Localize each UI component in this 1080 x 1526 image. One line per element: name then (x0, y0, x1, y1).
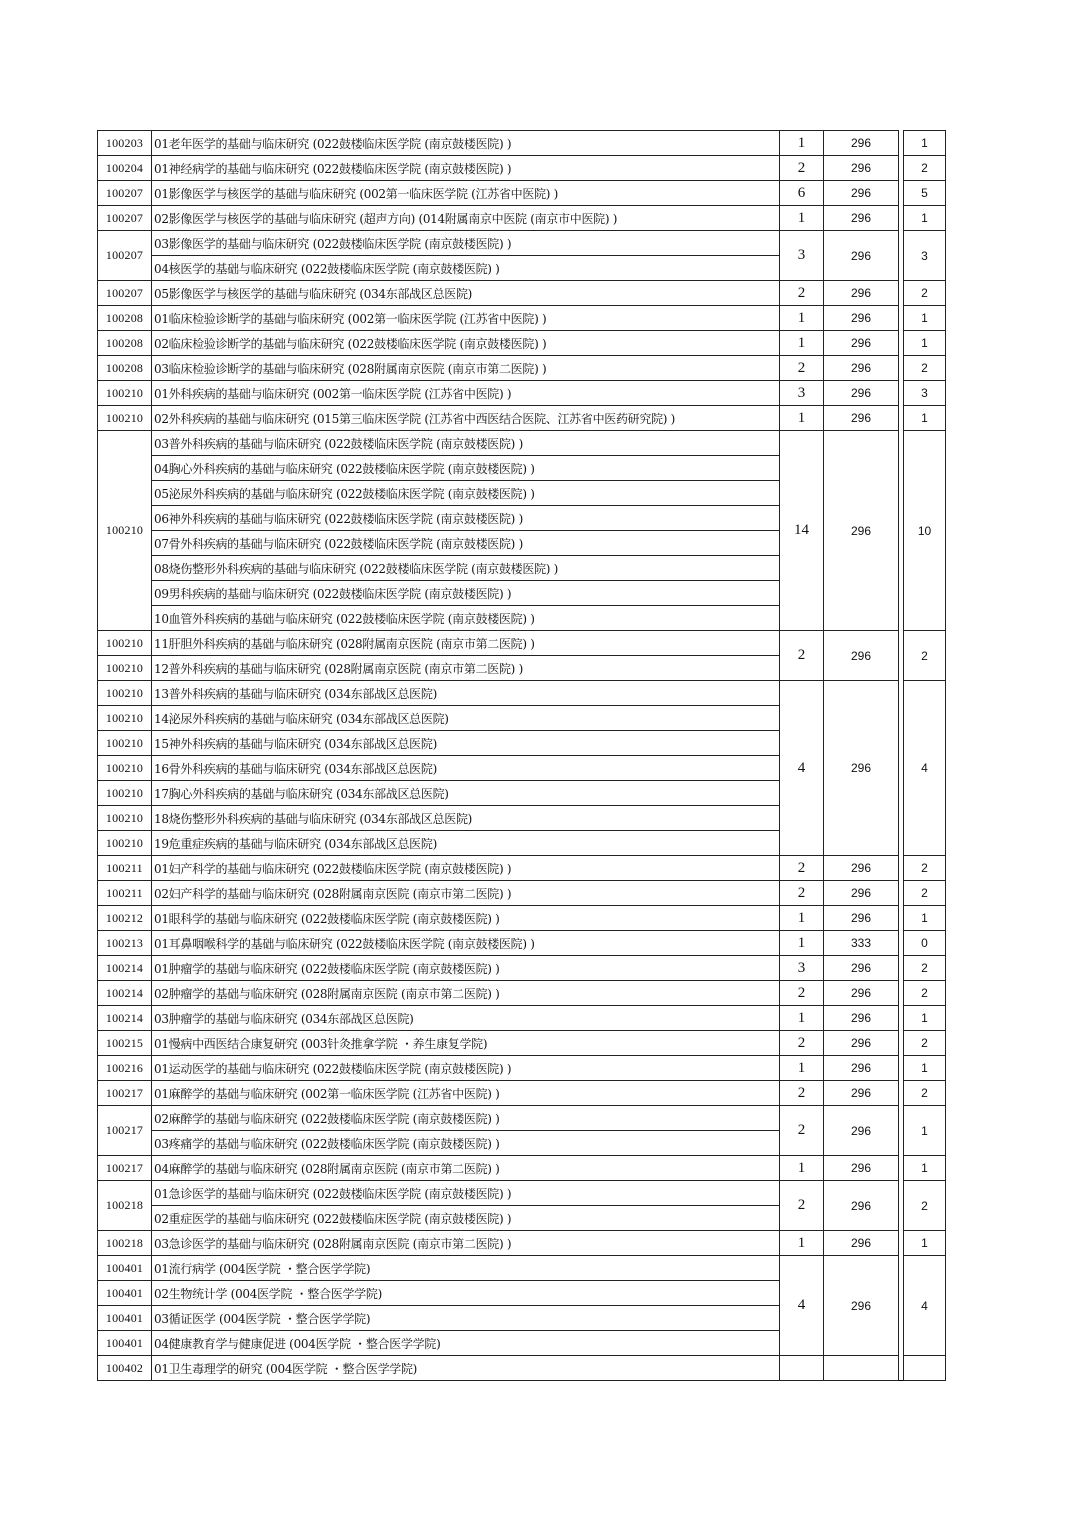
program-code-cell: 100214 (98, 981, 152, 1006)
quota-cell: 4 (780, 1256, 824, 1356)
program-code-cell: 100207 (98, 281, 152, 306)
table-row (98, 1156, 946, 1181)
admitted-count-cell: 2 (904, 1081, 946, 1106)
table-row (98, 1181, 946, 1206)
table-row (98, 1006, 946, 1031)
quota-cell (780, 1356, 824, 1381)
research-direction-cell: 15神外科疾病的基础与临床研究 (034东部战区总医院) (152, 731, 780, 756)
score-line-cell: 296 (824, 1006, 899, 1031)
score-line-cell: 296 (824, 131, 899, 156)
admitted-count-cell: 2 (904, 956, 946, 981)
admitted-count-cell: 2 (904, 156, 946, 181)
table-row (98, 206, 946, 231)
program-code-cell: 100217 (98, 1081, 152, 1106)
research-direction-cell: 02影像医学与核医学的基础与临床研究 (超声方向) (014附属南京中医院 (南京市中医院) ) (152, 206, 780, 231)
research-direction-cell: 16骨外科疾病的基础与临床研究 (034东部战区总医院) (152, 756, 780, 781)
program-code-cell: 100218 (98, 1231, 152, 1256)
research-direction-cell: 01外科疾病的基础与临床研究 (002第一临床医学院 (江苏省中医院) ) (152, 381, 780, 406)
program-code-cell: 100208 (98, 356, 152, 381)
score-line-cell: 296 (824, 906, 899, 931)
research-direction-cell: 17胸心外科疾病的基础与临床研究 (034东部战区总医院) (152, 781, 780, 806)
score-line-cell: 296 (824, 231, 899, 281)
research-direction-cell: 02生物统计学 (004医学院 ・整合医学学院) (152, 1281, 780, 1306)
research-direction-cell: 01妇产科学的基础与临床研究 (022鼓楼临床医学院 (南京鼓楼医院) ) (152, 856, 780, 881)
admitted-count-cell: 2 (904, 981, 946, 1006)
admitted-count-cell: 3 (904, 231, 946, 281)
research-direction-cell: 01慢病中西医结合康复研究 (003针灸推拿学院 ・养生康复学院) (152, 1031, 780, 1056)
table-row (98, 681, 946, 706)
table-row (98, 881, 946, 906)
score-line-cell: 296 (824, 1081, 899, 1106)
score-line-cell: 296 (824, 381, 899, 406)
research-direction-cell: 01运动医学的基础与临床研究 (022鼓楼临床医学院 (南京鼓楼医院) ) (152, 1056, 780, 1081)
quota-cell: 1 (780, 131, 824, 156)
research-direction-cell: 02肿瘤学的基础与临床研究 (028附属南京医院 (南京市第二医院) ) (152, 981, 780, 1006)
table-row (98, 281, 946, 306)
admitted-count-cell: 5 (904, 181, 946, 206)
score-line-cell: 296 (824, 1106, 899, 1156)
score-line-cell: 296 (824, 1231, 899, 1256)
program-code-cell: 100210 (98, 806, 152, 831)
admitted-count-cell: 1 (904, 331, 946, 356)
program-code-cell: 100207 (98, 231, 152, 281)
research-direction-cell: 03疼痛学的基础与临床研究 (022鼓楼临床医学院 (南京鼓楼医院) ) (152, 1131, 780, 1156)
quota-cell: 2 (780, 881, 824, 906)
quota-cell: 3 (780, 381, 824, 406)
research-direction-cell: 01流行病学 (004医学院 ・整合医学学院) (152, 1256, 780, 1281)
research-direction-cell: 03急诊医学的基础与临床研究 (028附属南京医院 (南京市第二医院) ) (152, 1231, 780, 1256)
admitted-count-cell: 1 (904, 906, 946, 931)
table-row (98, 956, 946, 981)
table-row (98, 381, 946, 406)
research-direction-cell: 06神外科疾病的基础与临床研究 (022鼓楼临床医学院 (南京鼓楼医院) ) (152, 506, 780, 531)
quota-cell: 2 (780, 856, 824, 881)
program-code-cell: 100214 (98, 1006, 152, 1031)
quota-cell: 1 (780, 206, 824, 231)
research-direction-cell: 02重症医学的基础与临床研究 (022鼓楼临床医学院 (南京鼓楼医院) ) (152, 1206, 780, 1231)
admitted-count-cell: 1 (904, 406, 946, 431)
research-direction-cell: 10血管外科疾病的基础与临床研究 (022鼓楼临床医学院 (南京鼓楼医院) ) (152, 606, 780, 631)
admitted-count-cell: 1 (904, 1231, 946, 1256)
quota-cell: 1 (780, 1006, 824, 1031)
admitted-count-cell: 2 (904, 1031, 946, 1056)
program-code-cell: 100210 (98, 381, 152, 406)
program-code-cell: 100210 (98, 706, 152, 731)
research-direction-cell: 05泌尿外科疾病的基础与临床研究 (022鼓楼临床医学院 (南京鼓楼医院) ) (152, 481, 780, 506)
program-code-cell: 100210 (98, 656, 152, 681)
quota-cell: 2 (780, 981, 824, 1006)
research-direction-cell: 11肝胆外科疾病的基础与临床研究 (028附属南京医院 (南京市第二医院) ) (152, 631, 780, 656)
score-line-cell (824, 1356, 899, 1381)
admitted-count-cell: 2 (904, 1181, 946, 1231)
program-code-cell: 100401 (98, 1306, 152, 1331)
research-direction-cell: 08烧伤整形外科疾病的基础与临床研究 (022鼓楼临床医学院 (南京鼓楼医院) ) (152, 556, 780, 581)
score-line-cell: 296 (824, 1031, 899, 1056)
program-code-cell: 100210 (98, 781, 152, 806)
quota-cell: 1 (780, 331, 824, 356)
program-code-cell: 100207 (98, 181, 152, 206)
program-code-cell: 100204 (98, 156, 152, 181)
score-line-cell: 296 (824, 306, 899, 331)
table-row (98, 1106, 946, 1131)
quota-cell: 1 (780, 1231, 824, 1256)
table-row (98, 156, 946, 181)
program-code-cell: 100401 (98, 1331, 152, 1356)
quota-cell: 1 (780, 1056, 824, 1081)
research-direction-cell: 18烧伤整形外科疾病的基础与临床研究 (034东部战区总医院) (152, 806, 780, 831)
program-code-cell: 100215 (98, 1031, 152, 1056)
score-line-cell: 296 (824, 331, 899, 356)
quota-cell: 2 (780, 1181, 824, 1231)
research-direction-cell: 01临床检验诊断学的基础与临床研究 (002第一临床医学院 (江苏省中医院) ) (152, 306, 780, 331)
score-line-cell: 296 (824, 631, 899, 681)
program-code-cell: 100210 (98, 406, 152, 431)
program-code-cell: 100216 (98, 1056, 152, 1081)
program-code-cell: 100207 (98, 206, 152, 231)
table-row (98, 906, 946, 931)
research-direction-cell: 14泌尿外科疾病的基础与临床研究 (034东部战区总医院) (152, 706, 780, 731)
program-code-cell: 100213 (98, 931, 152, 956)
admitted-count-cell: 0 (904, 931, 946, 956)
program-code-cell: 100210 (98, 431, 152, 631)
program-code-cell: 100217 (98, 1106, 152, 1156)
score-line-cell: 296 (824, 856, 899, 881)
research-direction-cell: 19危重症疾病的基础与临床研究 (034东部战区总医院) (152, 831, 780, 856)
score-line-cell: 296 (824, 956, 899, 981)
quota-cell: 1 (780, 306, 824, 331)
research-direction-cell: 01眼科学的基础与临床研究 (022鼓楼临床医学院 (南京鼓楼医院) ) (152, 906, 780, 931)
quota-cell: 2 (780, 281, 824, 306)
admitted-count-cell: 1 (904, 206, 946, 231)
quota-cell: 6 (780, 181, 824, 206)
table-row (98, 981, 946, 1006)
program-code-cell: 100402 (98, 1356, 152, 1381)
admitted-count-cell: 4 (904, 1256, 946, 1356)
table-row (98, 431, 946, 456)
research-direction-cell: 03肿瘤学的基础与临床研究 (034东部战区总医院) (152, 1006, 780, 1031)
score-line-cell: 296 (824, 206, 899, 231)
enrollment-table (97, 130, 946, 1381)
program-code-cell: 100208 (98, 331, 152, 356)
program-code-cell: 100210 (98, 831, 152, 856)
admitted-count-cell: 2 (904, 281, 946, 306)
admitted-count-cell: 1 (904, 1156, 946, 1181)
program-code-cell: 100214 (98, 956, 152, 981)
score-line-cell: 296 (824, 356, 899, 381)
table-row (98, 406, 946, 431)
score-line-cell: 296 (824, 431, 899, 631)
research-direction-cell: 04核医学的基础与临床研究 (022鼓楼临床医学院 (南京鼓楼医院) ) (152, 256, 780, 281)
research-direction-cell: 02外科疾病的基础与临床研究 (015第三临床医学院 (江苏省中西医结合医院、江苏省中医药研究院) ) (152, 406, 780, 431)
admitted-count-cell: 2 (904, 856, 946, 881)
table-row (98, 331, 946, 356)
table-row (98, 1356, 946, 1381)
quota-cell: 14 (780, 431, 824, 631)
research-direction-cell: 03临床检验诊断学的基础与临床研究 (028附属南京医院 (南京市第二医院) ) (152, 356, 780, 381)
admitted-count-cell: 4 (904, 681, 946, 856)
table-row (98, 1231, 946, 1256)
admitted-count-cell: 3 (904, 381, 946, 406)
admitted-count-cell: 1 (904, 306, 946, 331)
program-code-cell: 100210 (98, 631, 152, 656)
score-line-cell: 296 (824, 281, 899, 306)
research-direction-cell: 01急诊医学的基础与临床研究 (022鼓楼临床医学院 (南京鼓楼医院) ) (152, 1181, 780, 1206)
score-line-cell: 296 (824, 681, 899, 856)
research-direction-cell: 12普外科疾病的基础与临床研究 (028附属南京医院 (南京市第二医院) ) (152, 656, 780, 681)
table-row (98, 231, 946, 256)
quota-cell: 2 (780, 631, 824, 681)
admitted-count-cell (904, 1356, 946, 1381)
program-code-cell: 100210 (98, 681, 152, 706)
admitted-count-cell: 2 (904, 356, 946, 381)
table-row (98, 1031, 946, 1056)
quota-cell: 1 (780, 906, 824, 931)
program-code-cell: 100211 (98, 856, 152, 881)
table-row (98, 356, 946, 381)
research-direction-cell: 07骨外科疾病的基础与临床研究 (022鼓楼临床医学院 (南京鼓楼医院) ) (152, 531, 780, 556)
program-code-cell: 100217 (98, 1156, 152, 1181)
program-code-cell: 100218 (98, 1181, 152, 1231)
score-line-cell: 296 (824, 156, 899, 181)
quota-cell: 2 (780, 1081, 824, 1106)
research-direction-cell: 02临床检验诊断学的基础与临床研究 (022鼓楼临床医学院 (南京鼓楼医院) ) (152, 331, 780, 356)
quota-cell: 1 (780, 1156, 824, 1181)
program-code-cell: 100212 (98, 906, 152, 931)
program-code-cell: 100210 (98, 756, 152, 781)
quota-cell: 1 (780, 931, 824, 956)
table-row (98, 631, 946, 656)
table-row (98, 856, 946, 881)
program-code-cell: 100211 (98, 881, 152, 906)
admitted-count-cell: 1 (904, 1106, 946, 1156)
quota-cell: 2 (780, 156, 824, 181)
research-direction-cell: 01卫生毒理学的研究 (004医学院 ・整合医学学院) (152, 1356, 780, 1381)
program-code-cell: 100210 (98, 731, 152, 756)
score-line-cell: 296 (824, 406, 899, 431)
admitted-count-cell: 1 (904, 1006, 946, 1031)
admitted-count-cell: 2 (904, 631, 946, 681)
research-direction-cell: 03普外科疾病的基础与临床研究 (022鼓楼临床医学院 (南京鼓楼医院) ) (152, 431, 780, 456)
research-direction-cell: 05影像医学与核医学的基础与临床研究 (034东部战区总医院) (152, 281, 780, 306)
research-direction-cell: 01影像医学与核医学的基础与临床研究 (002第一临床医学院 (江苏省中医院) ) (152, 181, 780, 206)
table-row (98, 1081, 946, 1106)
research-direction-cell: 02麻醉学的基础与临床研究 (022鼓楼临床医学院 (南京鼓楼医院) ) (152, 1106, 780, 1131)
admitted-count-cell: 10 (904, 431, 946, 631)
quota-cell: 2 (780, 356, 824, 381)
quota-cell: 4 (780, 681, 824, 856)
research-direction-cell: 04胸心外科疾病的基础与临床研究 (022鼓楼临床医学院 (南京鼓楼医院) ) (152, 456, 780, 481)
program-code-cell: 100208 (98, 306, 152, 331)
table-row (98, 931, 946, 956)
table-row (98, 131, 946, 156)
quota-cell: 3 (780, 956, 824, 981)
research-direction-cell: 01肿瘤学的基础与临床研究 (022鼓楼临床医学院 (南京鼓楼医院) ) (152, 956, 780, 981)
table-row (98, 306, 946, 331)
quota-cell: 3 (780, 231, 824, 281)
research-direction-cell: 01麻醉学的基础与临床研究 (002第一临床医学院 (江苏省中医院) ) (152, 1081, 780, 1106)
table-row (98, 1056, 946, 1081)
score-line-cell: 296 (824, 981, 899, 1006)
research-direction-cell: 03影像医学的基础与临床研究 (022鼓楼临床医学院 (南京鼓楼医院) ) (152, 231, 780, 256)
program-code-cell: 100203 (98, 131, 152, 156)
quota-cell: 2 (780, 1031, 824, 1056)
admitted-count-cell: 1 (904, 131, 946, 156)
quota-cell: 1 (780, 406, 824, 431)
admitted-count-cell: 2 (904, 881, 946, 906)
score-line-cell: 296 (824, 1056, 899, 1081)
admitted-count-cell: 1 (904, 1056, 946, 1081)
research-direction-cell: 03循证医学 (004医学院 ・整合医学学院) (152, 1306, 780, 1331)
research-direction-cell: 01神经病学的基础与临床研究 (022鼓楼临床医学院 (南京鼓楼医院) ) (152, 156, 780, 181)
research-direction-cell: 01老年医学的基础与临床研究 (022鼓楼临床医学院 (南京鼓楼医院) ) (152, 131, 780, 156)
research-direction-cell: 02妇产科学的基础与临床研究 (028附属南京医院 (南京市第二医院) ) (152, 881, 780, 906)
research-direction-cell: 09男科疾病的基础与临床研究 (022鼓楼临床医学院 (南京鼓楼医院) ) (152, 581, 780, 606)
score-line-cell: 296 (824, 1256, 899, 1356)
program-code-cell: 100401 (98, 1256, 152, 1281)
score-line-cell: 296 (824, 181, 899, 206)
score-line-cell: 296 (824, 881, 899, 906)
score-line-cell: 333 (824, 931, 899, 956)
quota-cell: 2 (780, 1106, 824, 1156)
research-direction-cell: 01耳鼻咽喉科学的基础与临床研究 (022鼓楼临床医学院 (南京鼓楼医院) ) (152, 931, 780, 956)
score-line-cell: 296 (824, 1181, 899, 1231)
score-line-cell: 296 (824, 1156, 899, 1181)
table-row (98, 1256, 946, 1281)
research-direction-cell: 04麻醉学的基础与临床研究 (028附属南京医院 (南京市第二医院) ) (152, 1156, 780, 1181)
table-row (98, 181, 946, 206)
program-code-cell: 100401 (98, 1281, 152, 1306)
research-direction-cell: 04健康教育学与健康促进 (004医学院 ・整合医学学院) (152, 1331, 780, 1356)
research-direction-cell: 13普外科疾病的基础与临床研究 (034东部战区总医院) (152, 681, 780, 706)
